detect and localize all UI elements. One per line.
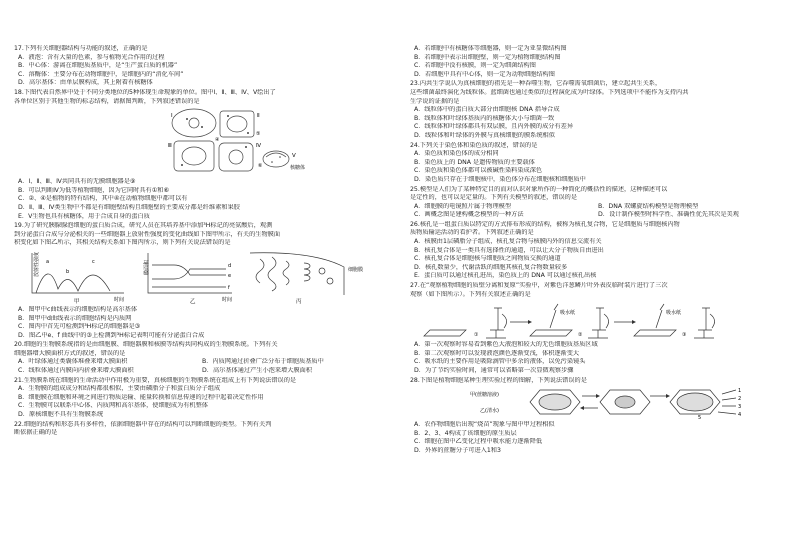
- question-22-options: [410, 45, 782, 79]
- fig-label-blotting-paper-2: 吸水纸: [666, 310, 682, 317]
- option-a: A．第一次观察时容易看到紫色大液泡和较大的无色细胞质基质区域: [414, 341, 598, 349]
- fig-label-5: ⑤: [256, 131, 261, 138]
- question-stem: 积变化如下图乙所示，其相关结构关系如下图丙所示，则下列有关说法错误的是: [14, 239, 231, 247]
- right-column: [410, 44, 782, 456]
- fig-label-sucrose: 甲(蔗糖溶液): [470, 392, 499, 399]
- curve-c: c: [92, 258, 95, 265]
- option-b: B．核孔复合体是一类具有选择性的通道，可以让大分子物质自由进出: [414, 246, 604, 254]
- option-b: B．可以判断Ⅳ为低等植物细胞，因为它同时具有①和⑥: [18, 186, 169, 194]
- question-stem: 细胞器增大膜面积方式的叙述，错误的是: [14, 349, 126, 357]
- question-stem: 18.下图代表自然界中处于不同分类地位的5种体现生命现象的单位。图中Ⅰ、Ⅱ、Ⅲ、Ⅳ、Ⅴ绘出了: [14, 88, 276, 96]
- fig-label-6: ⑥: [258, 163, 263, 170]
- question-27: [410, 282, 782, 376]
- secretion-figure: [14, 249, 386, 305]
- question-stem: 生学说的证据的是: [410, 97, 460, 105]
- option-row: [14, 358, 386, 367]
- option-a: A．细胞膜的电镜照片属于物理模型: [414, 202, 512, 210]
- question-stem: 25.模型是人们为了某种特定目的而对认识对象所作的一种简化的概括性的描述，这种描述可以: [410, 185, 668, 193]
- ylabel-radioactivity: 放射性强度: [34, 251, 40, 277]
- option-d: D．外界的蔗糖分子可进入1和3: [414, 446, 501, 454]
- curve-e: e: [228, 272, 232, 279]
- fig-label-5: 5: [698, 415, 702, 421]
- microscope-drawing: [410, 300, 782, 340]
- question-stem: 22.细胞的结构和形态具有多样性，依据细胞器中存在的结构可以判断细胞的类型。下列有关判: [14, 420, 272, 428]
- fig-label-water: 乙(清水): [480, 408, 499, 415]
- option-a: A．农作物细胞后出现“烧苗”现象与图中甲过程相似: [414, 421, 555, 429]
- option-b: B．中心体：游离在细胞质基质中，是“生产蛋白质的机器”: [18, 62, 178, 70]
- cell-types-figure: [14, 107, 386, 177]
- option-b: B．染色质上的 DNA 是遗传物质的主要载体: [414, 158, 535, 166]
- left-column: [14, 44, 386, 438]
- plasmolysis-drawing: [410, 386, 782, 420]
- fig-label-iii: Ⅲ: [168, 143, 172, 150]
- option-a: A．若细胞中有核糖体等细胞器，则一定为亚显微结构图: [414, 45, 567, 52]
- option-b: B．细胞膜在细胞和环境之间进行物质运输、能量转换和信息传递的过程中起着决定性作用: [18, 393, 264, 401]
- option-d: D．原核细胞不具有生物膜系统: [18, 411, 104, 419]
- fig-label-3: ③: [682, 332, 687, 339]
- fig-label-iv: Ⅳ: [256, 143, 262, 150]
- question-stem: 21.生物膜系统在细胞的生命活动中作用极为重要，真核细胞的生物膜系统在组成上有下列说法错误的是: [14, 376, 297, 384]
- option-row: [410, 211, 782, 220]
- question-28: [410, 377, 782, 456]
- option-d: D．线粒体和叶绿体的外膜与真核细胞的膜系统相似: [414, 131, 555, 139]
- question-17: [14, 45, 386, 88]
- option-d: D．高尔基体：由单层膜构成，其上附着有核糖体: [18, 79, 153, 87]
- option-d: D．染色质只存在于细胞核中，染色体分布在细胞核和细胞质中: [414, 175, 586, 183]
- fig-label-1: 1: [738, 388, 742, 395]
- plasmolysis-figure: [410, 386, 782, 420]
- option-b: B．若细胞中表示出细胞壁，则一定为植物细胞结构图: [414, 53, 561, 61]
- fig-jia: 甲: [74, 298, 80, 305]
- question-stem: 观察（如下图所示）。下列有关叙述正确的是: [410, 290, 531, 298]
- option-b: B．第二次观察时可以发现液泡颜色逐渐变浅，体积逐渐变大: [414, 349, 580, 357]
- fig-label-4: 4: [738, 412, 742, 419]
- question-stem: 断依据正确的是: [14, 429, 58, 437]
- curve-f: f: [228, 284, 230, 291]
- cell-types-drawing: [14, 107, 386, 177]
- question-stem: 各单位区别于其他生物的标志结构，请据图判断，下列叙述错误的是: [14, 97, 200, 105]
- option-row: [410, 203, 782, 212]
- fig-label-blotting-paper-1: 吸水纸: [560, 310, 576, 317]
- fig-label-4: ④: [215, 137, 220, 144]
- option-b: B．线粒体和叶绿体基质内的核糖体大小与细菌一致: [414, 114, 555, 122]
- question-stem: 28.下图是植物细胞某种生理实验过程的图解，下列说法错误的是: [410, 376, 587, 384]
- option-c: C．画概念图是建构概念模型的一种方法: [414, 211, 524, 219]
- option-a: A．染色质和染色体的成分相同: [414, 150, 499, 158]
- fig-bing: 丙: [296, 298, 302, 305]
- option-c: C．染色质和染色体都可以被碱性染料染成深色: [414, 167, 543, 175]
- option-a: A．液泡：含有大量的色素，参与植物光合作用的过程: [18, 53, 165, 61]
- question-25: [410, 186, 782, 220]
- curve-d: d: [228, 262, 232, 269]
- fig-label-v: Ⅴ: [292, 153, 296, 160]
- option-a: A．Ⅰ、Ⅱ、Ⅲ、Ⅳ共同具有的无膜细胞器是⑨: [18, 178, 136, 186]
- option-c: C．溶酶体：主要分布在动物细胞中，是细胞内的“消化车间”: [18, 70, 184, 78]
- fig-yi: 乙: [190, 298, 196, 305]
- option-e: E．蛋白质可以通过核孔进出，染色质上的 DNA 可以通过核孔出核: [414, 272, 597, 280]
- question-stem: 19.为了研究胰腺腺泡细胞的蛋白质合成，研究人员在其培养基中添加³H标记的亮氨酸后，观测: [14, 222, 273, 230]
- fig-label-2: 2: [738, 396, 742, 403]
- question-21: [14, 377, 386, 420]
- question-23: [410, 80, 782, 140]
- option-d: D．核孔数量少，代谢活跃的细胞其核孔复合物数量较多: [414, 263, 568, 271]
- xlabel-time-b: 时间: [222, 296, 233, 303]
- fig-label-ribosome: 核糖体: [290, 165, 306, 172]
- curve-a: a: [46, 258, 50, 265]
- option-c: C．吸水纸的主要作用是吸除滴管中多余的液体，以免污染镜头: [414, 358, 586, 366]
- option-c: C．②、④是植物的特有结构，其中④在动植物细胞中都可以有: [18, 195, 188, 203]
- fig-label-ii: Ⅱ: [257, 113, 260, 120]
- question-stem: 26.核孔是一组蛋白质以特定的方式排布形成的结构，被称为核孔复合物，它是细胞质与细胞核内物: [410, 220, 680, 228]
- xlabel-time-a: 时间: [114, 296, 125, 303]
- option-b: B．内质网通过折叠广泛分布于细胞质基质中: [202, 358, 324, 366]
- fig-label-2: ②: [578, 332, 583, 339]
- question-stem: 到分泌蛋白合成与分泌相关的一些细胞器上放射性强度的变化曲线如下图甲所示，有关的生物膜面: [14, 230, 281, 238]
- option-d: D．Ⅱ、Ⅲ、Ⅳ类生物中不都是有细胞壁结构且细胞壁的主要成分都是纤维素和果胶: [18, 203, 240, 211]
- question-stem: 这些细菌最终演化为线粒体。蓝细菌也通过类似的过程演化成为叶绿体。下列选项中不能作为支持内共: [410, 88, 689, 96]
- question-stem: 23.内共生学说认为真核细胞的祖先是一种吞噬生物，它吞噬需氧细菌后，建立起共生关系，: [410, 80, 662, 88]
- question-stem: 27.在“观察植物细胞的质壁分离和复原”实验中，对紫色洋葱鳞片叶外表皮临时装片进行了三次: [410, 282, 668, 290]
- question-19: [14, 222, 386, 340]
- question-stem: 24.下列关于染色体和染色质的叙述，错误的是: [410, 141, 538, 149]
- microscope-figure: [410, 300, 782, 340]
- option-a: A．生物膜的组成成分和结构都很相似，主要由磷脂分子和蛋白质分子组成: [18, 385, 221, 393]
- option-e: E．Ⅴ生物也具有核糖体，用于合成自身的蛋白质: [18, 212, 150, 220]
- ylabel-membrane-area: 膜面积: [144, 259, 150, 275]
- fig-label-i: Ⅰ: [171, 113, 173, 120]
- option-b: B．DNA 双螺旋结构模型是物理模型: [598, 202, 699, 210]
- option-c: C．线粒体和叶绿体都具有双层膜，且内外膜的成分有差异: [414, 123, 574, 131]
- option-row: [14, 367, 386, 376]
- question-stem: 17.下列有关细胞器结构与功能的叙述，正确的是: [14, 45, 148, 52]
- question-stem: 质物质输运活动的看护者。下列叙述正确的是: [410, 229, 534, 237]
- option-b: B．2、3、4构成了该细胞的原生质层: [414, 429, 517, 437]
- fig-label-3: 3: [738, 404, 742, 411]
- option-a: A．图甲中c曲线表示的细胞结构是高尔基体: [18, 305, 138, 313]
- curve-b: b: [66, 268, 70, 275]
- question-24: [410, 142, 782, 185]
- question-20: [14, 341, 386, 375]
- option-d: D．高尔基体通过产生小泡来增大膜面积: [202, 367, 312, 375]
- cell-membrane-label: 细胞膜: [348, 266, 364, 273]
- option-b: B．图甲中d曲线表示的细胞结构是内质网: [18, 314, 132, 322]
- option-c: C．线粒体通过内膜向内折叠来增大膜面积: [18, 367, 134, 375]
- option-c: C．生物膜可以联系中心体、内质网和高尔基体，使细胞成为有机整体: [18, 402, 208, 410]
- question-stem: 20.细胞的生物膜系统指的是由细胞膜、细胞器膜和核膜等结构共同构成的生物膜系统。下列有关: [14, 341, 278, 349]
- option-a: A．核膜由1层磷脂分子组成，核孔复合物与核膜内外的信息交流有关: [414, 238, 602, 246]
- question-stem: 是定性的，也可以是定量的。下列有关模型的叙述，错误的是: [410, 194, 578, 202]
- question-18: [14, 89, 386, 221]
- option-a: A．叶绿体通过类囊体堆叠来增大膜面积: [18, 358, 128, 366]
- option-d: D．为了节约实验时间，通常可以省略第一次显微观察步骤: [414, 367, 574, 374]
- secretion-drawing: [14, 249, 386, 305]
- option-a: A．线粒体中的蛋白质大部分由细胞核 DNA 指导合成: [414, 106, 560, 114]
- option-d: D．若细胞中具有中心体，则一定为动物细胞结构图: [414, 70, 555, 78]
- option-d: D．图乙中e、f 曲线中的③上检测到³H标记表明可能有分泌蛋白合成: [18, 331, 205, 339]
- option-c: C．若细胞中没有核膜，则一定为细菌结构图: [414, 62, 536, 70]
- option-d: D．设计制作模型时科学性、准确性优先其次是美观: [598, 211, 739, 219]
- option-c: C．细胞在图中乙变化过程中吸水能力逐渐降低: [414, 438, 543, 446]
- option-c: C．核孔复合体是细胞核与细胞质之间物质交换的通道: [414, 255, 561, 263]
- question-22: [14, 421, 386, 438]
- fig-label-1: ①: [474, 332, 479, 339]
- option-c: C．图丙中首先可检测到³H标记的细胞器是③: [18, 323, 141, 331]
- question-26: [410, 221, 782, 281]
